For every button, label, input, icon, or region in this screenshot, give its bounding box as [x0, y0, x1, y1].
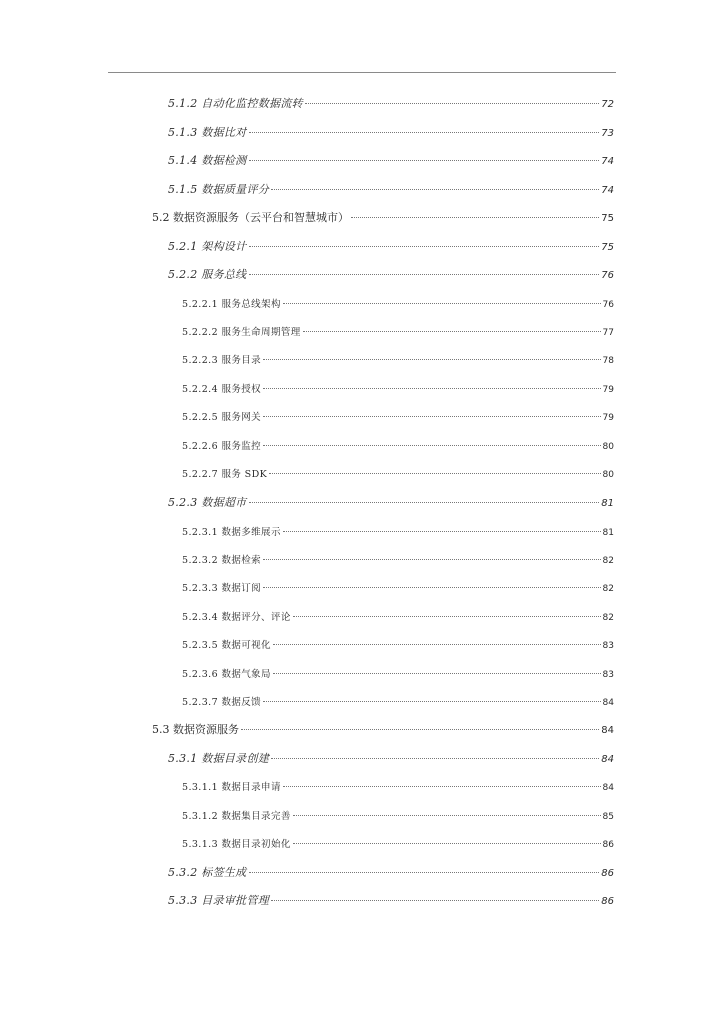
- toc-entry-label: 5.2.2.1 服务总线架构: [182, 299, 281, 310]
- toc-entry[interactable]: [182, 352, 614, 366]
- toc-entry-page: 84: [601, 754, 614, 765]
- dot-leader: [303, 331, 601, 332]
- dot-leader: [283, 303, 601, 304]
- toc-entry-page: 84: [601, 725, 614, 736]
- toc-entry[interactable]: [182, 324, 614, 338]
- toc-entry[interactable]: [168, 181, 614, 197]
- dot-leader: [273, 673, 601, 674]
- toc-entry-label: 5.2.2.7 服务 SDK: [182, 469, 268, 480]
- dot-leader: [263, 559, 600, 560]
- toc-entry[interactable]: [182, 779, 614, 793]
- toc-entry-label: 5.2.2.2 服务生命周期管理: [182, 327, 301, 338]
- toc-entry-label: 5.2.3.1 数据多维展示: [182, 527, 281, 538]
- toc-entry-label: 5.1.4 数据检测: [168, 154, 247, 167]
- toc-entry-label: 5.1.5 数据质量评分: [168, 183, 270, 196]
- toc-entry[interactable]: [168, 892, 614, 908]
- toc-entry-page: 76: [601, 270, 614, 281]
- toc-entry[interactable]: [182, 524, 614, 538]
- dot-leader: [293, 843, 601, 844]
- toc-entry-label: 5.2 数据资源服务（云平台和智慧城市）: [152, 211, 349, 224]
- toc-entry-label: 5.3.3 目录审批管理: [168, 894, 270, 907]
- toc-entry-label: 5.2.3 数据超市: [168, 496, 247, 509]
- toc-entry[interactable]: [168, 124, 614, 140]
- toc-entry-label: 5.3.1 数据目录创建: [168, 752, 270, 765]
- dot-leader: [263, 701, 600, 702]
- toc-entry[interactable]: [182, 836, 614, 850]
- toc-entry[interactable]: [182, 637, 614, 651]
- toc-entry-label: 5.2.3.7 数据反馈: [182, 697, 262, 708]
- toc-entry[interactable]: [168, 95, 614, 111]
- dot-leader: [293, 616, 601, 617]
- dot-leader: [249, 274, 600, 275]
- toc-entry[interactable]: [182, 552, 614, 566]
- toc-entry-page: 74: [601, 156, 614, 167]
- toc-entry[interactable]: [182, 466, 614, 480]
- dot-leader: [241, 729, 599, 730]
- toc-entry-page: 77: [602, 328, 614, 338]
- toc-entry-label: 5.1.2 自动化监控数据流转: [168, 97, 303, 110]
- toc-entry-label: 5.2.3.6 数据气象局: [182, 669, 271, 680]
- dot-leader: [249, 872, 600, 873]
- toc-entry-label: 5.3.2 标签生成: [168, 866, 247, 879]
- toc-entry[interactable]: [168, 238, 614, 254]
- toc-entry-page: 86: [601, 896, 614, 907]
- toc-entry-page: 82: [602, 613, 614, 623]
- dot-leader: [249, 160, 600, 161]
- toc-entry-label: 5.2.3.2 数据检索: [182, 555, 262, 566]
- toc-entry[interactable]: [182, 580, 614, 594]
- toc-entry[interactable]: [182, 381, 614, 395]
- toc-entry[interactable]: [168, 266, 614, 282]
- toc-entry[interactable]: [168, 750, 614, 766]
- toc-entry-page: 75: [601, 213, 614, 224]
- toc-entry-label: 5.3.1.3 数据目录初始化: [182, 839, 291, 850]
- toc-entry-page: 82: [602, 584, 614, 594]
- dot-leader: [263, 587, 600, 588]
- toc-entry-label: 5.1.3 数据比对: [168, 126, 247, 139]
- dot-leader: [283, 531, 601, 532]
- dot-leader: [351, 217, 599, 218]
- toc-entry-label: 5.3.1.2 数据集目录完善: [182, 811, 291, 822]
- toc-entry-page: 76: [602, 300, 614, 310]
- toc-entry-page: 85: [602, 812, 614, 822]
- dot-leader: [273, 644, 601, 645]
- toc-entry-label: 5.2.3.3 数据订阅: [182, 583, 262, 594]
- dot-leader: [271, 900, 599, 901]
- toc-entry[interactable]: [182, 409, 614, 423]
- dot-leader: [271, 189, 599, 190]
- toc-entry-label: 5.2.2.3 服务目录: [182, 355, 262, 366]
- dot-leader: [293, 815, 601, 816]
- toc-entry-label: 5.2.1 架构设计: [168, 240, 247, 253]
- dot-leader: [263, 388, 600, 389]
- toc-entry-label: 5.3 数据资源服务: [152, 723, 239, 736]
- toc-entry-label: 5.2.3.4 数据评分、评论: [182, 612, 291, 623]
- toc-entry-label: 5.2.2.6 服务监控: [182, 441, 262, 452]
- toc-entry[interactable]: [152, 209, 614, 225]
- dot-leader: [305, 103, 599, 104]
- toc-entry-page: 80: [602, 442, 614, 452]
- dot-leader: [263, 359, 600, 360]
- toc-entry-page: 82: [602, 556, 614, 566]
- toc-entry-page: 74: [601, 185, 614, 196]
- dot-leader: [283, 786, 601, 787]
- toc-entry-page: 83: [602, 670, 614, 680]
- toc-entry[interactable]: [182, 666, 614, 680]
- toc-entry[interactable]: [168, 494, 614, 510]
- toc-entry-label: 5.2.2.5 服务网关: [182, 412, 262, 423]
- toc-entry[interactable]: [182, 808, 614, 822]
- dot-leader: [269, 473, 600, 474]
- toc-entry[interactable]: [182, 609, 614, 623]
- toc-entry-page: 84: [602, 698, 614, 708]
- toc-entry-page: 78: [602, 356, 614, 366]
- toc-entry[interactable]: [182, 694, 614, 708]
- toc-entry-page: 86: [601, 868, 614, 879]
- toc-entry[interactable]: [152, 721, 614, 737]
- toc-entry-label: 5.2.2 服务总线: [168, 268, 247, 281]
- toc-entry-label: 5.2.2.4 服务授权: [182, 384, 262, 395]
- toc-entry-page: 83: [602, 641, 614, 651]
- toc-entry-page: 81: [601, 498, 614, 509]
- toc-entry[interactable]: [168, 152, 614, 168]
- dot-leader: [249, 246, 600, 247]
- toc-entry-page: 84: [602, 783, 614, 793]
- toc-entry-page: 81: [602, 528, 614, 538]
- toc-entry-page: 79: [602, 385, 614, 395]
- toc-entry-page: 72: [601, 99, 614, 110]
- toc-entry[interactable]: [168, 864, 614, 880]
- toc-entry-page: 86: [602, 840, 614, 850]
- toc-entry-label: 5.2.3.5 数据可视化: [182, 640, 271, 651]
- dot-leader: [271, 758, 599, 759]
- toc-entry-label: 5.3.1.1 数据目录申请: [182, 782, 281, 793]
- dot-leader: [249, 502, 600, 503]
- dot-leader: [263, 445, 600, 446]
- toc-entry-page: 73: [601, 128, 614, 139]
- dot-leader: [249, 132, 600, 133]
- toc-entry[interactable]: [182, 438, 614, 452]
- toc-entry-page: 79: [602, 413, 614, 423]
- dot-leader: [263, 416, 600, 417]
- toc-entry-page: 75: [601, 242, 614, 253]
- toc-entry-page: 80: [602, 470, 614, 480]
- toc-entry[interactable]: [182, 296, 614, 310]
